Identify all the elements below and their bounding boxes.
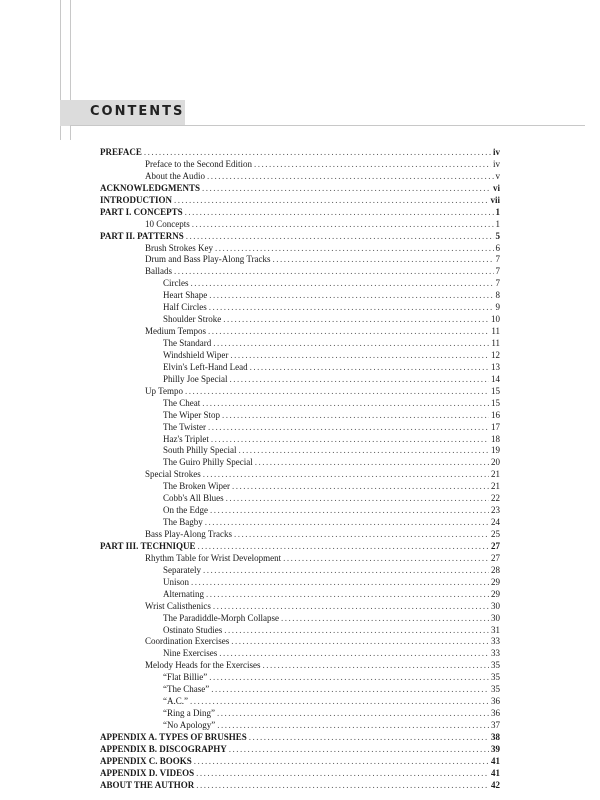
toc-entry[interactable] [100,231,500,243]
dot-leader [174,195,488,207]
toc-entry-page-number: 36 [491,696,500,707]
toc-entry-title: Wrist Calisthenics [145,600,211,611]
dot-leader [213,338,489,350]
toc-entry-page-number: 15 [491,397,500,408]
dot-leader [213,601,489,613]
toc-entry-title: The Wiper Stop [163,409,220,420]
toc-entry-title: The Broken Wiper [163,481,230,492]
toc-entry[interactable] [100,768,500,780]
toc-entry-title: APPENDIX D. VIDEOS [100,767,195,778]
dot-leader [215,243,494,255]
dot-leader [209,672,489,684]
toc-entry[interactable] [100,243,500,255]
toc-entry-page-number: 28 [491,564,500,575]
toc-entry-title: Elvin's Left-Hand Lead [163,361,248,372]
page-title: CONTENTS [90,104,185,119]
toc-entry-page-number: 21 [491,469,500,480]
toc-entry-title: The Guiro Philly Special [163,457,253,468]
heading-rule [70,125,585,126]
toc-entry-title: APPENDIX B. DISCOGRAPHY [100,743,227,754]
toc-entry-title: Up Tempo [145,385,183,396]
dot-leader [231,636,489,648]
toc-entry-title: Melody Heads for the Exercises [145,660,261,671]
toc-entry-title: INTRODUCTION [100,194,173,205]
toc-entry[interactable] [100,422,500,434]
toc-entry-page-number: 35 [491,660,500,671]
toc-entry-title: APPENDIX A. TYPES OF BRUSHES [100,731,247,742]
toc-entry-title: “Flat Billie” [163,672,208,683]
dot-leader [273,254,494,266]
toc-entry-page-number: iv [492,147,500,157]
toc-entry-page-number: 6 [495,242,500,253]
dot-leader [210,505,489,517]
dot-leader [250,362,489,374]
toc-entry-page-number: 15 [491,385,500,396]
toc-entry[interactable] [100,457,500,469]
toc-entry[interactable] [100,290,500,302]
toc-entry-page-number: v [495,170,500,181]
dot-leader [283,553,489,565]
toc-entry-title: Brush Strokes Key [145,242,213,253]
toc-entry[interactable] [100,147,500,159]
dot-leader [255,457,489,469]
dot-leader [208,326,489,338]
toc-entry-page-number: vi [492,182,500,193]
toc-entry[interactable] [100,207,500,219]
toc-entry[interactable] [100,636,500,648]
toc-entry-page-number: 17 [491,421,500,432]
toc-entry-page-number: 24 [491,517,500,528]
toc-entry[interactable] [100,708,500,720]
toc-entry-title: Shoulder Stroke [163,314,222,325]
toc-entry-title: Preface to the Second Edition [145,158,252,169]
toc-entry-page-number: 31 [491,624,500,635]
toc-entry[interactable] [100,374,500,386]
toc-entry-title: Half Circles [163,302,207,313]
toc-entry-title: Medium Tempos [145,326,206,337]
toc-entry[interactable] [100,696,500,708]
dot-leader [206,589,489,601]
toc-entry[interactable] [100,350,500,362]
dot-leader [229,744,489,756]
dot-leader [207,171,494,183]
toc-entry[interactable] [100,589,500,601]
dot-leader [239,445,489,457]
toc-entry-page-number: vii [490,194,500,205]
toc-entry-page-number: 36 [491,708,500,719]
toc-entry-title: “No Apology” [163,720,216,730]
toc-entry[interactable] [100,266,500,278]
toc-entry-page-number: 27 [491,540,500,551]
toc-entry[interactable] [100,648,500,660]
dot-leader [223,314,489,326]
toc-entry-page-number: 41 [491,767,500,778]
toc-entry[interactable] [100,171,500,183]
dot-leader [249,732,489,744]
toc-entry-page-number: 9 [495,302,500,313]
toc-entry[interactable] [100,481,500,493]
dot-leader [202,183,491,195]
toc-entry[interactable] [100,672,500,684]
toc-entry-title: Drum and Bass Play-Along Tracks [145,254,271,265]
toc-entry-title: Nine Exercises [163,648,218,659]
dot-leader [217,720,489,732]
toc-entry[interactable] [100,720,500,732]
toc-entry-title: Heart Shape [163,290,208,301]
toc-entry-page-number: 33 [491,636,500,647]
toc-entry[interactable] [100,625,500,637]
toc-entry-title: The Bagby [163,517,203,528]
toc-entry[interactable] [100,254,500,266]
dot-leader [208,422,489,434]
dot-leader [197,541,489,553]
toc-entry[interactable] [100,541,500,553]
toc-entry-title: Unison [163,576,190,587]
dot-leader [203,469,489,481]
dot-leader [234,529,489,541]
toc-entry-title: Cobb's All Blues [163,493,224,504]
dot-leader [196,768,489,780]
toc-entry-title: Windshield Wiper [163,349,229,360]
toc-entry[interactable] [100,613,500,625]
toc-entry-title: Alternating [163,588,204,599]
toc-entry-page-number: 11 [491,338,500,348]
toc-entry-page-number: iv [492,158,500,169]
toc-entry-page-number: 38 [491,731,500,742]
toc-entry-title: About the Audio [145,170,205,181]
toc-entry[interactable] [100,278,500,290]
toc-entry-page-number: 16 [491,409,500,420]
toc-entry-title: PART I. CONCEPTS [100,206,183,217]
dot-leader [185,386,489,398]
toc-entry-page-number: 27 [491,552,500,563]
dot-leader [144,147,491,159]
dot-leader [190,696,489,708]
toc-entry[interactable] [100,326,500,338]
toc-entry[interactable] [100,744,500,756]
toc-entry-page-number: 33 [491,648,500,659]
toc-entry-title: The Cheat [163,397,201,408]
toc-entry-title: On the Edge [163,505,208,516]
toc-entry-page-number: 18 [491,433,500,444]
toc-entry-page-number: 7 [495,266,500,277]
dot-leader [194,756,489,768]
toc-entry[interactable] [100,398,500,410]
toc-entry[interactable] [100,314,500,326]
toc-entry-page-number: 12 [491,349,500,360]
toc-entry-page-number: 10 [491,314,500,325]
toc-entry-title: ABOUT THE AUTHOR [100,779,195,790]
toc-entry-page-number: 30 [491,612,500,623]
toc-entry[interactable] [100,756,500,768]
toc-entry[interactable] [100,601,500,613]
toc-entry-title: APPENDIX C. BOOKS [100,755,192,766]
dot-leader [262,660,489,672]
toc-entry-title: “Ring a Ding” [163,708,215,719]
toc-entry[interactable] [100,780,500,792]
toc-entry-title: PREFACE [100,147,142,157]
toc-entry-title: Haz's Triplet [163,433,209,444]
toc-entry-page-number: 37 [491,720,500,730]
toc-entry-title: Ballads [145,266,172,277]
toc-entry[interactable] [100,183,500,195]
dot-leader [211,434,489,446]
toc-entry-title: Bass Play-Along Tracks [145,529,233,539]
toc-entry-page-number: 35 [491,672,500,683]
dot-leader [222,410,489,422]
toc-entry-title: Separately [163,564,201,575]
toc-entry-page-number: 39 [491,743,500,754]
dot-leader [186,231,494,243]
dot-leader [174,266,494,278]
dot-leader [203,565,489,577]
toc-entry-page-number: 42 [491,779,500,790]
toc-entry-page-number: 1 [495,206,500,217]
dot-leader [205,517,489,529]
toc-entry[interactable] [100,410,500,422]
dot-leader [219,648,489,660]
dot-leader [254,159,491,171]
toc-entry[interactable] [100,684,500,696]
toc-entry-page-number: 29 [491,588,500,599]
dot-leader [281,613,489,625]
dot-leader [192,219,494,231]
toc-entry-page-number: 14 [491,373,500,384]
toc-entry-page-number: 22 [491,493,500,504]
dot-leader [185,207,494,219]
toc-entry-title: Circles [163,278,189,289]
toc-entry-page-number: 13 [491,361,500,372]
dot-leader [196,780,489,792]
toc-entry-page-number: 21 [491,481,500,492]
toc-entry-page-number: 7 [495,278,500,289]
toc-entry-title: 10 Concepts [145,218,190,229]
toc-entry[interactable] [100,362,500,374]
toc-entry-title: Special Strokes [145,469,201,480]
toc-entry[interactable] [100,338,500,350]
toc-entry-page-number: 19 [491,445,500,456]
dot-leader [217,708,489,720]
toc-entry[interactable] [100,732,500,744]
toc-entry[interactable] [100,577,500,589]
dot-leader [209,302,494,314]
toc-entry-page-number: 25 [491,529,500,539]
toc-entry[interactable] [100,529,500,541]
dot-leader [191,278,494,290]
toc-entry-page-number: 35 [491,684,500,695]
dot-leader [230,374,490,386]
toc-entry-title: The Standard [163,338,212,348]
toc-entry-title: PART III. TECHNIQUE [100,540,196,551]
toc-entry[interactable] [100,469,500,481]
toc-entry-title: The Paradiddle-Morph Collapse [163,612,279,623]
toc-entry-title: “A.C.” [163,696,188,707]
toc-entry-title: Philly Joe Special [163,373,228,384]
toc-entry-title: ACKNOWLEDGMENTS [100,182,201,193]
toc-entry-page-number: 23 [491,505,500,516]
dot-leader [224,625,489,637]
toc-entry[interactable] [100,660,500,672]
toc-entry-title: South Philly Special [163,445,237,456]
dot-leader [202,398,489,410]
toc-entry-title: “The Chase” [163,684,210,695]
toc-entry-title: PART II. PATTERNS [100,230,184,241]
dot-leader [191,577,489,589]
toc-entry-page-number: 8 [495,290,500,301]
toc-entry[interactable] [100,517,500,529]
dot-leader [226,493,489,505]
dot-leader [232,481,489,493]
toc-entry[interactable] [100,302,500,314]
toc-entry-page-number: 7 [495,254,500,265]
dot-leader [230,350,489,362]
toc-entry-title: Rhythm Table for Wrist Development [145,552,282,563]
toc-entry-page-number: 5 [495,230,500,241]
toc-entry[interactable] [100,505,500,517]
toc-entry[interactable] [100,445,500,457]
toc-entry[interactable] [100,434,500,446]
toc-entry-title: Coordination Exercises [145,636,230,647]
toc-entry-page-number: 11 [491,326,500,337]
toc-entry-page-number: 30 [491,600,500,611]
table-of-contents [100,147,500,792]
toc-entry[interactable] [100,553,500,565]
toc-entry-title: The Twister [163,421,206,432]
toc-entry[interactable] [100,565,500,577]
toc-entry[interactable] [100,386,500,398]
toc-entry[interactable] [100,493,500,505]
toc-entry[interactable] [100,159,500,171]
toc-entry-title: Ostinato Studies [163,624,223,635]
toc-entry[interactable] [100,219,500,231]
dot-leader [211,684,489,696]
toc-entry-page-number: 1 [495,218,500,229]
toc-entry-page-number: 29 [491,576,500,587]
toc-entry-page-number: 20 [491,457,500,468]
toc-entry-page-number: 41 [491,755,500,766]
toc-entry[interactable] [100,195,500,207]
dot-leader [209,290,493,302]
